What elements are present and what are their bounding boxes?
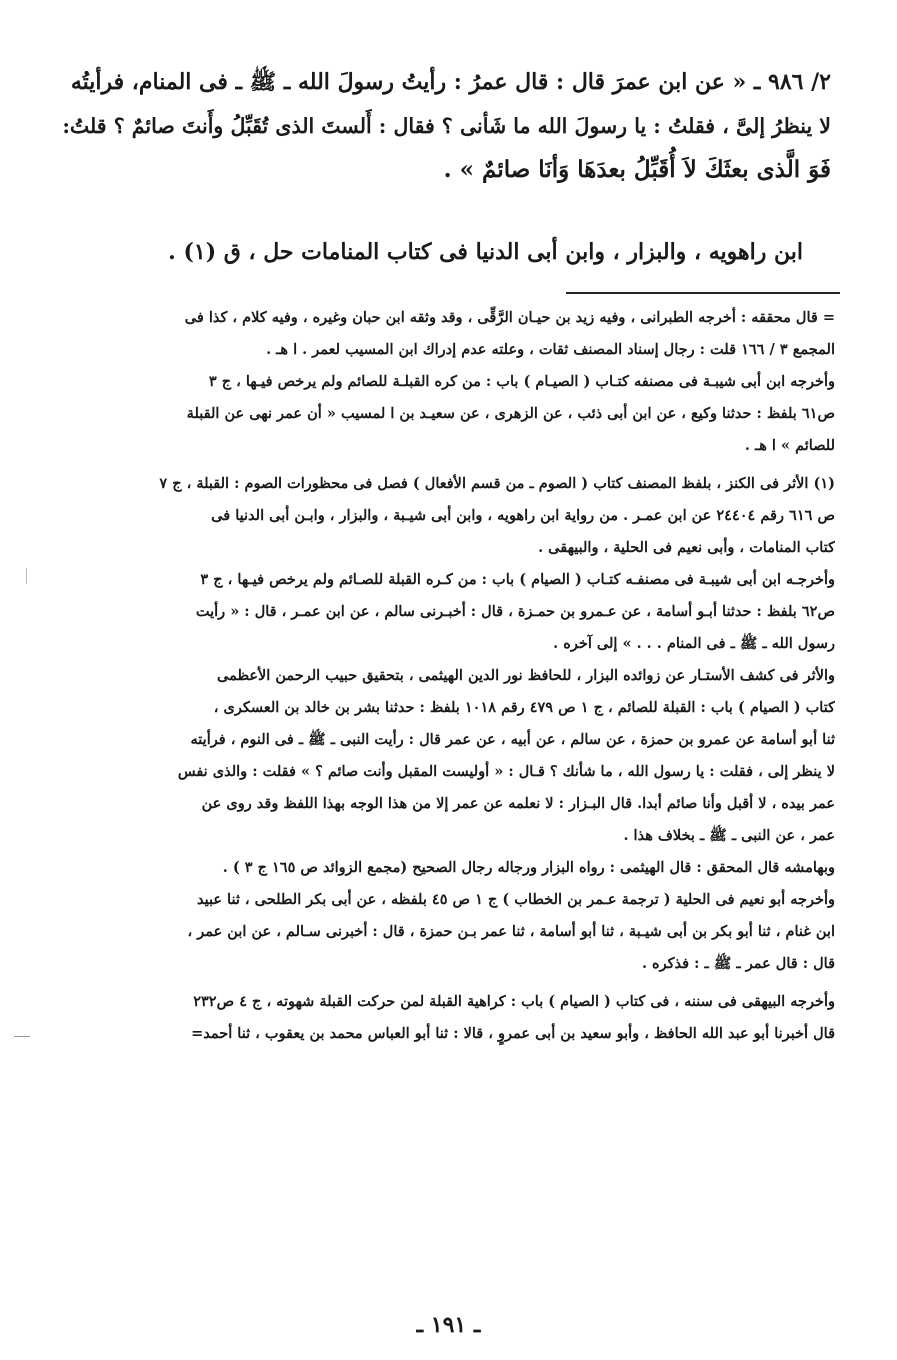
footnote-line: ثنا أبو أسامة عن عمرو بن حمزة ، عن سالم ، عن أبيه ، عن عمر قال : رأيت النبى ـ ﷺ ـ فى النوم ، فرأيته — [190, 731, 835, 748]
footnote-separator — [566, 292, 840, 294]
footnote-line: ص٦٢ بلفظ : حدثنا أبـو أسامة ، عن عـمرو بن حمـزة ، قال : أخبـرنى سالم ، عن ابن عمـر ، قال : « رأيت — [195, 603, 835, 620]
footnote-line: عمر ، عن النبى ـ ﷺ ـ بخلاف هذا . — [623, 827, 835, 844]
main-text-line: فَوَ الَّذى بعثَكَ لاَ أُقَبِّلُ بعدَهَا وَأنَا صائمٌ » . — [443, 156, 831, 183]
footnote-line: ص ٦١٦ رقم ٢٤٤٠٤ عن ابن عمـر . من رواية ابن راهويه ، وابن أبى شيـبة ، والبزار ، وابـن أبى الدنيا فى — [211, 507, 835, 524]
footnote-line: عمر بيده ، لا أقبل وأنا صائم أبدا. قال البـزار : لا نعلمه عن عمر إلا من هذا الوجه بهذا اللفظ وقد روى عن — [201, 795, 835, 812]
scan-mark — [14, 1036, 30, 1037]
page-number: ـ ١٩١ ـ — [416, 1312, 481, 1338]
footnote-line: وأخرجه ابن أبى شيبـة فى مصنفه كتـاب ( الصيـام ) باب : من كره القبلـة للصائم ولم يرخص فيـها ، ج ٣ — [208, 373, 835, 390]
footnote-line: ص٦١ بلفظ : حدثنا وكيع ، عن ابن أبى ذئب ، عن الزهرى ، عن سعيـد بن ا لمسيب « أن عمر نهى عن القبلة — [186, 405, 835, 422]
footnote-line: قال أخبرنا أبو عبد الله الحافظ ، وأبو سعيد بن أبى عمروٍ ، قالا : ثنا أبو العباس محمد بن يعقوب ، ثنا أحمد= — [191, 1025, 835, 1042]
footnote-line: وأخرجـه ابن أبى شيبـة فى مصنفـه كتـاب ( الصيام ) باب : من كـره القبلة للصـائم ولم يرخص فيـها ، ج ٣ — [200, 571, 835, 588]
main-text — [62, 60, 831, 192]
footnotes — [70, 302, 835, 1050]
main-text-line: ٢/ ٩٨٦ ـ « عن ابن عمرَ قال : قال عمرُ : رأيتُ رسولَ الله ـ ﷺ ـ فى المنام، فرأيتُه — [70, 69, 831, 95]
footnote-line: وأخرجه البيهقى فى سننه ، فى كتاب ( الصيام ) باب : كراهية القبلة لمن حركت القبلة شهوته ، ج ٤ ص٢٣٢ — [193, 993, 835, 1010]
footnote-line: رسول الله ـ ﷺ ـ فى المنام . . . » إلى آخره . — [553, 635, 835, 652]
footnote-line: كتاب المنامات ، وأبى نعيم فى الحلية ، والبيهقى . — [538, 539, 835, 556]
footnote-line: والأثر فى كشف الأستـار عن زوائده البزار ، للحافظ نور الدين الهيثمى ، بتحقيق حبيب الرحمن الأعظمى — [216, 667, 835, 684]
main-text-line: لا ينظرُ إلىَّ ، فقلتُ : يا رسولَ الله ما شَأنى ؟ فقال : أَلستَ الذى تُقَبِّلُ وأَنتَ صائمٌ ؟ قلتُ: — [62, 114, 831, 138]
footnote-line: وأخرجه أبو نعيم فى الحلية ( ترجمة عـمر بن الخطاب ) ج ١ ص ٤٥ بلفظه ، عن أبى بكر الطلحى ، ثنا عبيد — [196, 891, 835, 908]
footnote-line: قال : قال عمر ـ ﷺ ـ : فذكره . — [641, 955, 835, 972]
footnote-line: المجمع ٣ / ١٦٦ قلت : رجال إسناد المصنف ثقات ، وعلته عدم إدراك ابن المسيب لعمر . ا هـ . — [266, 341, 835, 358]
footnote-line: وبهامشه قال المحقق : قال الهيثمى : رواه البزار ورجاله رجال الصحيح (مجمع الزوائد ص ١٦٥ ج ٣ ) . — [222, 859, 835, 876]
footnote-line: لا ينظر إلى ، فقلت : يا رسول الله ، ما شأنك ؟ قـال : « أوليست المقبل وأنت صائم ؟ » فقلت : والذى نفس — [177, 763, 835, 780]
footnote-line: (١) الأثر فى الكنز ، بلفظ المصنف كتاب ( الصوم ـ من قسم الأفعال ) فصل فى محظورات الصوم : القبلة ، ج ٧ — [159, 475, 835, 492]
footnote-line: للصائم » ا هـ . — [744, 437, 835, 454]
footnote-line: كتاب ( الصيام ) باب : القبلة للصائم ، ج ١ ص ٤٧٩ رقم ١٠١٨ بلفظ : حدثنا بشر بن خالد بن العسكرى ، — [213, 699, 835, 716]
scan-mark — [26, 568, 27, 584]
source-line: ابن راهويه ، والبزار ، وابن أبى الدنيا فى كتاب المنامات حل ، ق (١) . — [168, 239, 803, 265]
footnote-line: ابن غنام ، ثنا أبو بكر بن أبى شيـبة ، ثنا أبو أسامة ، ثنا عمر بـن حمزة ، قال : أخبرنى سـالم ، عن ابن عمر ، — [187, 923, 835, 940]
footnote-line: = قال محققه : أخرجه الطبرانى ، وفيه زيد بن حيـان الرَّقِّى ، وقد وثقه ابن حبان وغيره ، وفيه كلام ، كذا فى — [184, 309, 835, 326]
